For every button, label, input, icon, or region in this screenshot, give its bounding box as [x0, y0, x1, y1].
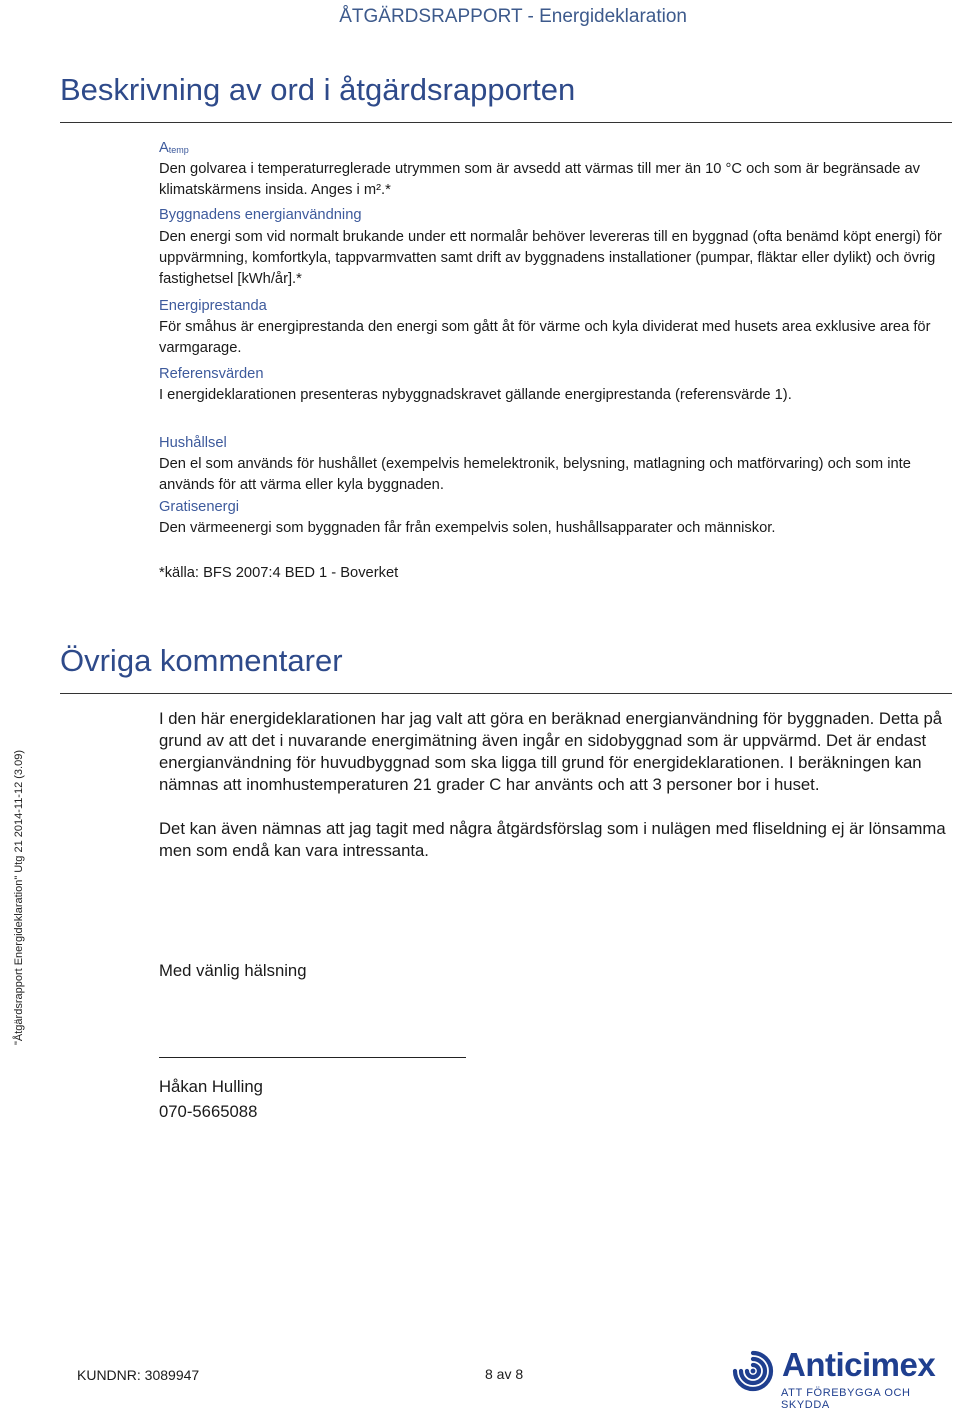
report-header-title: ÅTGÄRDSRAPPORT - Energideklaration	[339, 6, 687, 27]
definition-term-gratisenergi: Gratisenergi	[159, 499, 239, 515]
anticimex-logo	[728, 1346, 956, 1411]
signer-name: Håkan Hulling	[159, 1077, 263, 1096]
source-note: *källa: BFS 2007:4 BED 1 - Boverket	[159, 565, 399, 581]
comments-body	[159, 708, 959, 862]
definition-term-referensvarden: Referensvärden	[159, 366, 264, 382]
closing-greeting: Med vänlig hälsning	[159, 961, 307, 980]
signature-line	[159, 1057, 466, 1058]
customer-number: KUNDNR: 3089947	[77, 1367, 200, 1383]
definition-term-energiprestanda: Energiprestanda	[159, 298, 267, 314]
definition-text-referensvarden: I energideklarationen presenteras nybyggnadskravet gällande energiprestanda (referensvärde 1).	[159, 387, 792, 403]
definition-term-atemp: Atemp	[159, 140, 189, 156]
page-indicator: 8 av 8	[485, 1366, 524, 1382]
signer-phone: 070-5665088	[159, 1102, 258, 1121]
comments-section-title: Övriga kommentarer	[60, 643, 343, 678]
definition-text-energianvandning: Den energi som vid normalt brukande under ett normalår behöver levereras till en byggnad (ofta benämd köpt energi) för uppvärmning, komfortkyla, tappvarmvatten samt drift av byggnadens installationer (pumpar, fläktar eller dylikt) och övrig fastighetsel [kWh/år].*	[159, 229, 942, 287]
definition-text-hushallsel: Den el som används för hushållet (exempelvis hemelektronik, belysning, matlagning och matförvaring) och som inte används för att värma eller kyla byggnaden.	[159, 456, 911, 493]
logo-tagline: ATT FÖREBYGGA OCH SKYDDA	[781, 1387, 911, 1411]
definition-text-energiprestanda: För småhus är energiprestanda den energi som gått åt för värme och kyla dividerat med husets area exklusive area för varmgarage.	[159, 319, 931, 356]
section-divider	[60, 693, 952, 694]
comment-paragraph: I den här energideklarationen har jag valt att göra en beräknad energianvändning för byggnaden. Detta på grund av att det i nuvarande energimätning även ingår en sidobyggnad som är uppvärmd. Det är endast energianvändning för huvudbyggnad som ska ligga till grund för energideklarationen. I beräkningen kan nämnas att inomhustemperaturen 21 grader C har använts och att 3 personer bor i huset.	[159, 709, 943, 794]
comment-paragraph: Det kan även nämnas att jag tagit med några åtgärdsförslag som i nulägen med fliseldning ej är lönsamma men som endå kan vara intressanta.	[159, 819, 946, 860]
definition-text-atemp: Den golvarea i temperaturreglerade utrymmen som är avsedd att värmas till mer än 10 °C och som är begränsade av klimatskärmens insida. Anges i m².*	[159, 161, 920, 198]
term-subscript: temp	[168, 145, 189, 155]
definitions-section-title: Beskrivning av ord i åtgärdsrapporten	[60, 72, 576, 107]
anticimex-swirl-icon	[730, 1348, 776, 1394]
definition-term-energianvandning: Byggnadens energianvändning	[159, 207, 362, 223]
logo-wordmark: Anticimex	[782, 1346, 936, 1383]
side-document-label: "Åtgärdsrapport Energideklaration" Utg 21 2014-11-12 (3.09)	[13, 749, 25, 1045]
definition-text-gratisenergi: Den värmeenergi som byggnaden får från exempelvis solen, hushållsapparater och människor.	[159, 520, 776, 536]
definition-term-hushallsel: Hushållsel	[159, 435, 227, 451]
section-divider	[60, 122, 952, 123]
